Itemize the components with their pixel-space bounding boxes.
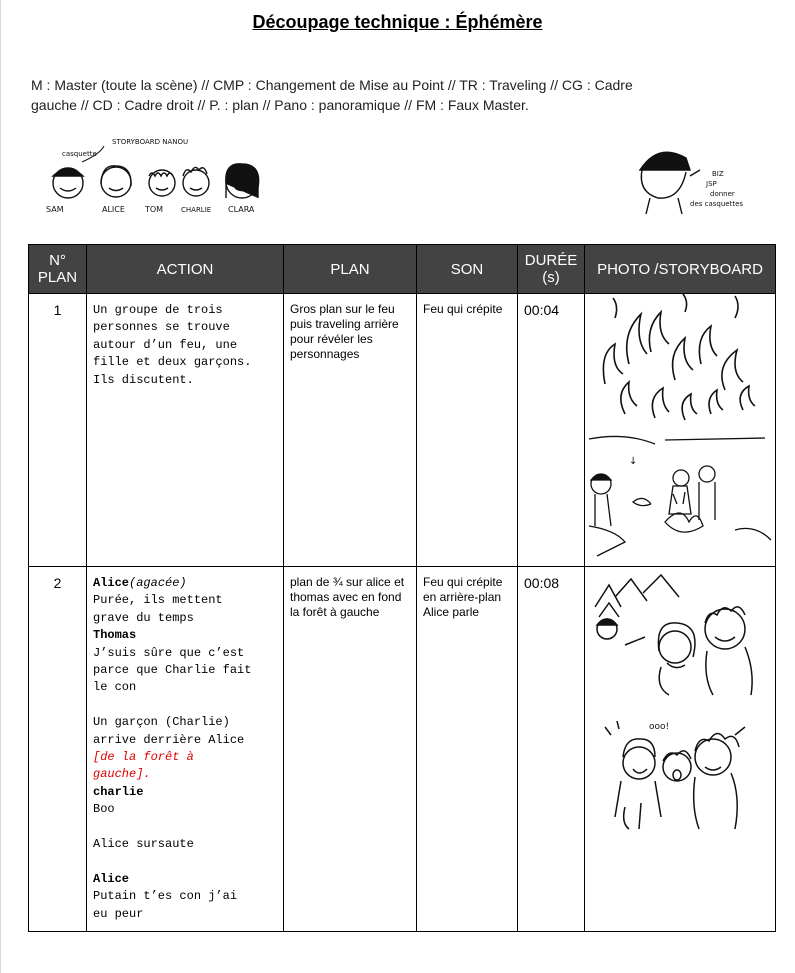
author-sketch: [628, 140, 753, 220]
row-storyboard: [585, 567, 776, 932]
shot-list-table: [28, 244, 776, 932]
header-plan: PLAN: [284, 245, 417, 294]
header-photo: PHOTO /STORYBOARD: [585, 245, 776, 294]
cap-label: casquette: [62, 150, 97, 158]
row-number: 1: [29, 294, 87, 567]
cast-name-tom: TOM: [145, 205, 164, 214]
row-action: Un groupe de trois personnes se trouve autour d’un feu, une fille et deux garçons. Ils discutent.: [87, 294, 284, 567]
storyboard-forest-sketch: [585, 567, 774, 926]
row-action: Alice(agacée) Purée, ils mettent grave du temps Thomas J’suis sûre que c’est parce que Charlie fait le con Un garçon (Charlie) arrive derrière Alice [de la forêt à gauche]. charlie Boo Alice sursaute Alice Putain t’es con j’ai eu peur: [87, 567, 284, 932]
storyboard-1-label: ↓: [629, 456, 638, 467]
document-title: Découpage technique : Éphémère: [252, 12, 543, 32]
cast-faces: [53, 164, 259, 198]
cast-name-clara: CLARA: [228, 205, 255, 214]
abbreviation-legend: M : Master (toute la scène) // CMP : Changement de Mise au Point // TR : Traveling // CG : Cadre gauche // CD : Cadre droit // P. : plan // Pano : panoramique // FM : Faux Master.: [31, 77, 633, 113]
row-duree: 00:08: [518, 567, 585, 932]
cast-sketch: [42, 132, 272, 217]
cast-name-charlie: CHARLIE: [181, 206, 212, 214]
note-line-3: donner: [710, 190, 735, 198]
table-row: [29, 567, 776, 932]
row-plan: plan de ¾ sur alice et thomas avec en fond la forêt à gauche: [284, 567, 417, 932]
cast-caption: STORYBOARD NANOU: [112, 138, 189, 146]
header-action: ACTION: [87, 245, 284, 294]
row-number: 2: [29, 567, 87, 932]
header-duree: DURÉE (s): [518, 245, 585, 294]
row-plan: Gros plan sur le feu puis traveling arrière pour révéler les personnages: [284, 294, 417, 567]
header-son: SON: [417, 245, 518, 294]
row-son: Feu qui crépite en arrière-plan Alice parle: [417, 567, 518, 932]
note-line-4: des casquettes: [690, 200, 744, 208]
header-num: N° PLAN: [29, 245, 87, 294]
cast-name-sam: SAM: [46, 205, 64, 214]
cast-name-alice: ALICE: [102, 205, 125, 214]
row-son: Feu qui crépite: [417, 294, 518, 567]
note-line-1: BIZ: [712, 170, 724, 178]
storyboard-2-label: ooo!: [649, 722, 670, 732]
row-storyboard: [585, 294, 776, 567]
table-row: [29, 294, 776, 567]
storyboard-fire-sketch: [585, 294, 774, 564]
row-duree: 00:04: [518, 294, 585, 567]
note-line-2: JSP: [706, 180, 717, 188]
page-edge: [0, 0, 1, 973]
table-header-row: [29, 245, 776, 294]
